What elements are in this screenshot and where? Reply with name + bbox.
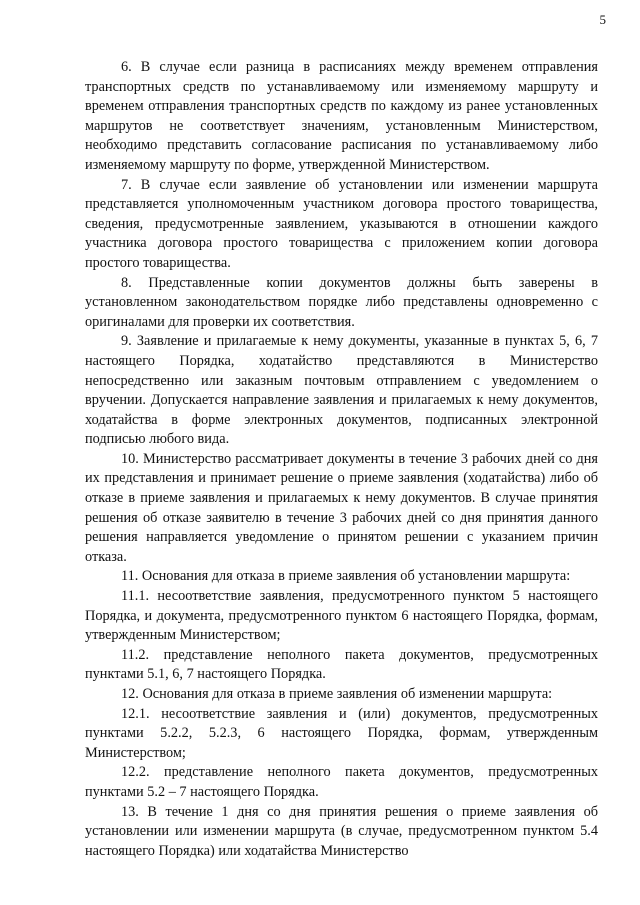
paragraph-9: 9. Заявление и прилагаемые к нему документы, указанные в пунктах 5, 6, 7 настоящего Порядка, ходатайство представляются в Министерство непосредственно или заказным почтовым отправлением с уведомлением о вручении. Допускается направление заявления и прилагаемых к нему документов, ходатайства в форме электронных документов, подписанных электронной подписью любого вида. xyxy=(85,333,598,448)
paragraph-10: 10. Министерство рассматривает документы в течение 3 рабочих дней со дня их представления и принимает решение о приеме заявления (ходатайства) либо об отказе в приеме заявления и прилагаемых к нему документов. В случае принятия решения об отказе заявителю в течение 3 рабочих дней со дня принятия данного решения направляется уведомление о принятом решении с указанием причин отказа. xyxy=(85,450,598,565)
paragraph-6: 6. В случае если разница в расписаниях между временем отправления транспортных средств по устанавливаемому или изменяемому маршруту и временем отправления транспортных средств по каждому из ранее установленных маршрутов не соответствует значениям, установленным Министерством, необходимо представить согласование расписания по устанавливаемому либо изменяемому маршруту по форме, утвержденной Министерством. xyxy=(85,59,598,173)
page-number: 5 xyxy=(599,12,606,27)
paragraph-8: 8. Представленные копии документов должны быть заверены в установленном законодательством порядке либо представлены одновременно с оригиналами для проверки их соответствия. xyxy=(85,274,598,330)
paragraph-11-2: 11.2. представление неполного пакета документов, предусмотренных пунктами 5.1, 6, 7 настоящего Порядка. xyxy=(85,646,598,683)
paragraph-11-1: 11.1. несоответствие заявления, предусмотренного пунктом 5 настоящего Порядка, и документа, предусмотренного пунктом 6 настоящего Порядка, формам, утвержденным Министерством; xyxy=(85,588,598,644)
paragraph-12: 12. Основания для отказа в приеме заявления об изменении маршрута: xyxy=(121,686,553,702)
paragraph-12-1: 12.1. несоответствие заявления и (или) документов, предусмотренных пунктами 5.2.2, 5.2.3, 6 настоящего Порядка, формам, утвержденным Министерством; xyxy=(85,705,598,761)
paragraph-11: 11. Основания для отказа в приеме заявления об установлении маршрута: xyxy=(121,568,571,585)
document-body xyxy=(85,58,598,861)
paragraph-13: 13. В течение 1 дня со дня принятия решения о приеме заявления об установлении или изменении маршрута (в случае, предусмотренном пунктом 5.4 настоящего Порядка) или ходатайства Министерство xyxy=(85,803,598,859)
paragraph-12-2: 12.2. представление неполного пакета документов, предусмотренных пунктами 5.2 – 7 настоящего Порядка. xyxy=(85,764,598,800)
paragraph-7: 7. В случае если заявление об установлении или изменении маршрута представляется уполномоченным участником договора простого товарищества, сведения, предусмотренные заявлением, указываются в отношении каждого участника договора простого товарищества с приложением копии договора простого товарищества. xyxy=(85,176,598,271)
